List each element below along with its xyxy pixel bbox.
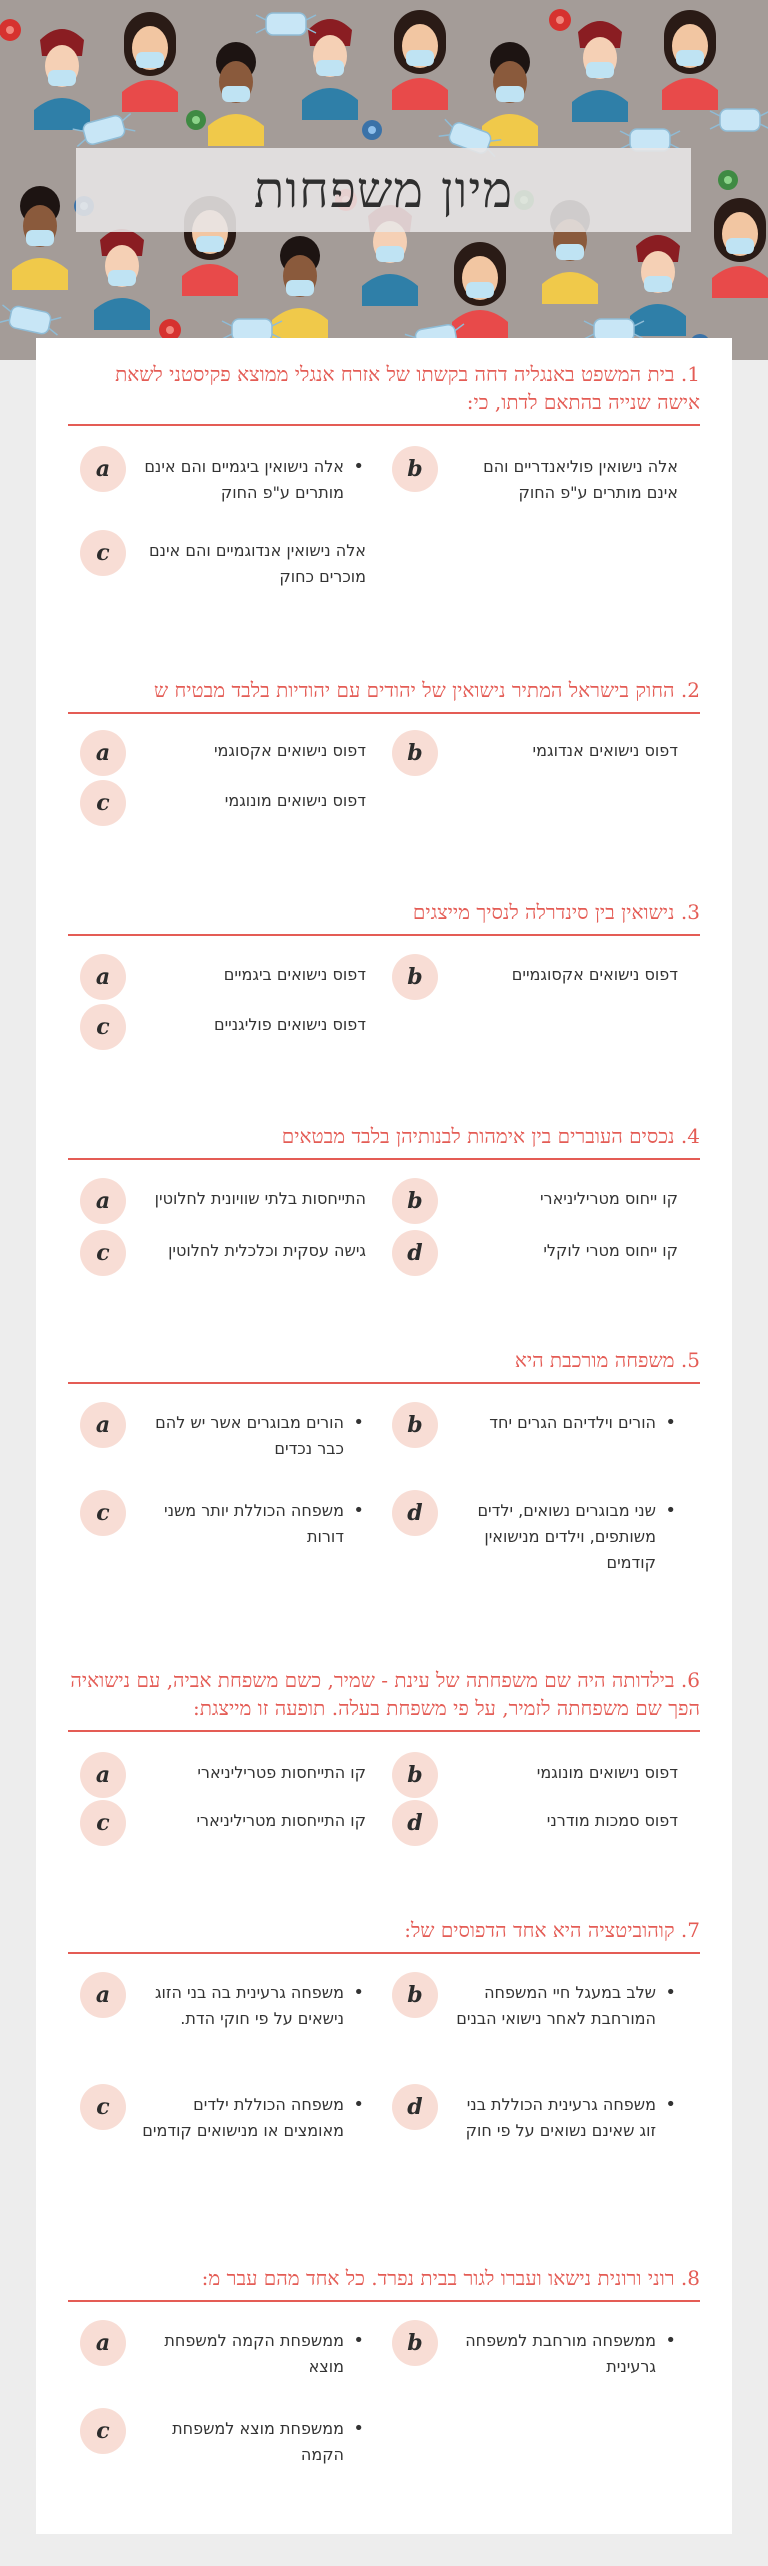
option-3b[interactable] — [384, 954, 700, 1014]
question-number: 3. — [680, 900, 700, 924]
question-number: 8. — [680, 2266, 700, 2290]
option-2c[interactable] — [72, 780, 388, 840]
option-text: דפוס נישואים אקסוגמי — [213, 741, 366, 760]
option-7a[interactable] — [72, 1972, 388, 2032]
option-text: אלה נישואין פוליאנדריים והם אינם מותרים ע"פ החוק — [483, 457, 678, 502]
question-divider — [68, 1952, 700, 1954]
question-divider — [68, 712, 700, 714]
option-letter-badge: c — [80, 1230, 126, 1276]
option-text: התייחסות בלתי שוויונית לחלוטין — [154, 1189, 366, 1208]
question-number: 4. — [680, 1124, 700, 1148]
option-4c[interactable] — [72, 1230, 388, 1290]
question-divider — [68, 424, 700, 426]
option-letter-badge: a — [80, 1972, 126, 2018]
option-6c[interactable] — [72, 1800, 388, 1860]
option-letter-badge: c — [80, 1490, 126, 1536]
option-letter-badge: d — [392, 2084, 438, 2130]
question-divider — [68, 1730, 700, 1732]
question-8 — [68, 2264, 700, 2302]
question-number: 5. — [680, 1348, 700, 1372]
option-text: • משפחה גרעינית הכוללת בני זוג שאינם נשואים על פי חוק — [448, 2092, 678, 2144]
question-divider — [68, 1382, 700, 1384]
option-5b[interactable] — [384, 1402, 700, 1462]
option-letter-badge: d — [392, 1800, 438, 1846]
question-2 — [68, 676, 700, 714]
option-letter-badge: a — [80, 446, 126, 492]
option-letter-badge: b — [392, 1752, 438, 1798]
option-letter-badge: b — [392, 446, 438, 492]
option-1c[interactable] — [72, 530, 388, 590]
option-3c[interactable] — [72, 1004, 388, 1064]
option-letter-badge: b — [392, 730, 438, 776]
question-text: נישואין בין סינדרלה לנסיך מייצגים — [412, 900, 675, 924]
option-text: • משפחה הכוללת ילדים מאומצים או מנישואים קודמים — [136, 2092, 366, 2144]
question-number: 2. — [680, 678, 700, 702]
title-band — [76, 148, 691, 232]
question-divider — [68, 1158, 700, 1160]
option-2b[interactable] — [384, 730, 700, 790]
option-text: • אלה נישואין ביגמיים והם אינם מותרים ע"פ החוק — [136, 454, 366, 506]
option-letter-badge: b — [392, 1178, 438, 1224]
option-4a[interactable] — [72, 1178, 388, 1238]
header-banner — [0, 0, 768, 360]
question-5 — [68, 1346, 700, 1384]
question-4-title — [68, 1122, 700, 1150]
option-text: • הורים וילדיהם הגרים יחד — [448, 1410, 678, 1436]
option-text: דפוס נישואים ביגמיים — [223, 965, 366, 984]
option-text: קו ייחוס מטריליניארי — [539, 1189, 678, 1208]
question-7-title — [68, 1916, 700, 1944]
question-text: קוהוביטציה היא אחד הדפוסים של: — [404, 1918, 675, 1942]
option-text: • משפחה הכוללת יותר משני דורות — [136, 1498, 366, 1550]
question-text: נכסים העוברים בין אימהות לבנותיהן בלבד מבטאים — [281, 1124, 675, 1148]
option-letter-badge: a — [80, 1402, 126, 1448]
option-letter-badge: c — [80, 780, 126, 826]
option-text: • משפחה גרעינית בה בני הזוג נישאים על פי חוקי הדת. — [136, 1980, 366, 2032]
option-text: קו התייחסות מטריליניארי — [196, 1811, 366, 1830]
option-text: דפוס סמכות מודרני — [546, 1811, 678, 1830]
question-text: רוני ורונית נישאו ועברו לגור בבית נפרד. כל אחד מהם עבר מ: — [201, 2266, 675, 2290]
option-4d[interactable] — [384, 1230, 700, 1290]
option-text: • שלב במעגל חיי המשפחה המורחבת לאחר נישואי הבנים — [448, 1980, 678, 2032]
question-1-title — [68, 360, 700, 416]
option-text: • ממשפחת הקמה למשפחת מוצא — [136, 2328, 366, 2380]
option-text: דפוס נישואים מונוגמי — [224, 791, 366, 810]
option-1a[interactable] — [72, 446, 388, 506]
page-title: מיון משפחות — [253, 161, 514, 219]
question-text: החוק בישראל המתיר נישואין של יהודים עם יהודיות בלבד מבטיח ש — [153, 678, 675, 702]
option-text: אלה נישואין אנדוגמיים והם אינם מוכרים כחוק — [148, 541, 366, 586]
option-7d[interactable] — [384, 2084, 700, 2144]
option-letter-badge: a — [80, 730, 126, 776]
question-7 — [68, 1916, 700, 1954]
question-divider — [68, 934, 700, 936]
option-letter-badge: c — [80, 1004, 126, 1050]
question-6 — [68, 1666, 700, 1732]
option-6d[interactable] — [384, 1800, 700, 1860]
question-6-title — [68, 1666, 700, 1722]
option-8c[interactable] — [72, 2408, 388, 2468]
question-8-title — [68, 2264, 700, 2292]
question-2-title — [68, 676, 700, 704]
option-7c[interactable] — [72, 2084, 388, 2144]
option-letter-badge: a — [80, 1752, 126, 1798]
option-5c[interactable] — [72, 1490, 388, 1550]
question-text: בית המשפט באנגליה דחה בקשתו של אזרח אנגלי ממוצא פקיסטני לשאת אישה שנייה בהתאם לדתו, כי: — [115, 362, 700, 414]
option-text: דפוס נישואים אקסוגמיים — [511, 965, 678, 984]
question-number: 1. — [680, 362, 700, 386]
option-text: • ממשפחת מוצא למשפחת הקמה — [136, 2416, 366, 2468]
question-3-title — [68, 898, 700, 926]
option-letter-badge: a — [80, 954, 126, 1000]
option-letter-badge: d — [392, 1230, 438, 1276]
question-number: 7. — [680, 1918, 700, 1942]
option-4b[interactable] — [384, 1178, 700, 1238]
option-1b[interactable] — [384, 446, 700, 506]
question-text: בילדותה היה שם משפחתה של עינת - שמיר, כשם משפחת אביה, עם נישואיה הפך שם משפחתה לזמיר, על פי משפחת בעלה. תופעה זו מייצגת: — [70, 1668, 700, 1720]
option-text: דפוס נישואים מונוגמי — [536, 1763, 678, 1782]
option-letter-badge: d — [392, 1490, 438, 1536]
option-text: • הורים מבוגרים אשר יש להם כבר נכדים — [136, 1410, 366, 1462]
option-text: דפוס נישואים אנדוגמי — [532, 741, 678, 760]
option-7b[interactable] — [384, 1972, 700, 2032]
option-letter-badge: c — [80, 1800, 126, 1846]
option-8b[interactable] — [384, 2320, 700, 2380]
option-letter-badge: a — [80, 1178, 126, 1224]
question-4 — [68, 1122, 700, 1160]
option-letter-badge: c — [80, 2084, 126, 2130]
option-5a[interactable] — [72, 1402, 388, 1462]
option-letter-badge: c — [80, 2408, 126, 2454]
question-number: 6. — [680, 1668, 700, 1692]
option-text: גישה עסקית וכלכלית לחלוטין — [168, 1241, 366, 1260]
question-text: משפחה מורכבת היא — [514, 1348, 675, 1372]
question-5-title — [68, 1346, 700, 1374]
option-letter-badge: b — [392, 1972, 438, 2018]
option-5d[interactable] — [384, 1490, 700, 1572]
option-text: קו התייחסות פטריליניארי — [197, 1763, 366, 1782]
question-3 — [68, 898, 700, 936]
option-text: דפוס נישואים פוליגניים — [213, 1015, 366, 1034]
option-text: • שני מבוגרים נשואים, ילדים משותפים, וילדים מנישואין קודמים — [448, 1498, 678, 1576]
option-8a[interactable] — [72, 2320, 388, 2380]
option-letter-badge: b — [392, 2320, 438, 2366]
option-letter-badge: b — [392, 1402, 438, 1448]
option-letter-badge: a — [80, 2320, 126, 2366]
question-divider — [68, 2300, 700, 2302]
option-text: • ממשפחה מורחבת למשפחה גרעינית — [448, 2328, 678, 2380]
option-text: קו ייחוס מטרי לוקלי — [543, 1241, 678, 1260]
question-1 — [68, 360, 700, 426]
option-letter-badge: c — [80, 530, 126, 576]
option-letter-badge: b — [392, 954, 438, 1000]
